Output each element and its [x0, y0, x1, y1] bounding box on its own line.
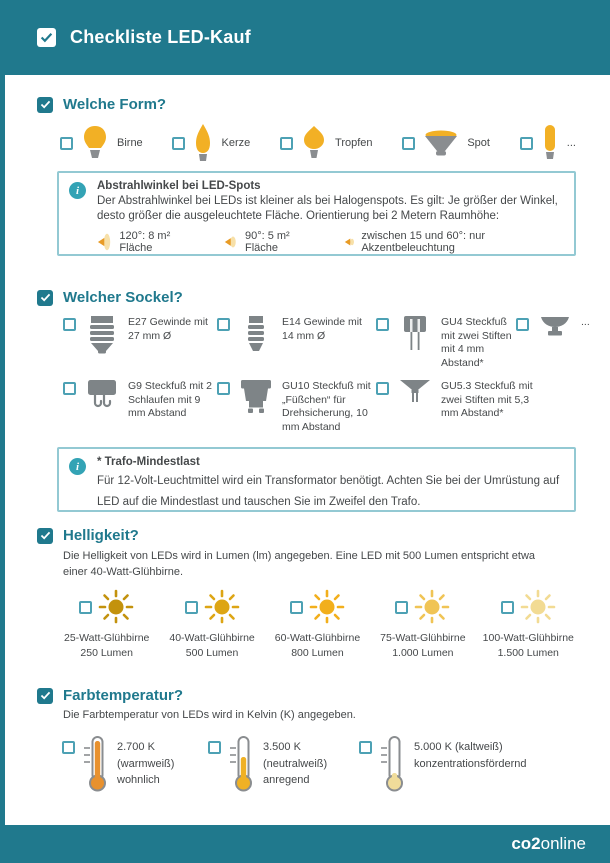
info-box-abstrahlwinkel: [57, 171, 576, 256]
check-icon: [40, 32, 53, 43]
e27-checkbox[interactable]: [63, 318, 76, 331]
helligkeit-option-25w: [54, 586, 159, 661]
sockel-option-e14: [217, 316, 376, 370]
logo-bold-part: co2: [511, 834, 541, 853]
tube-icon: [542, 125, 558, 161]
header-checked-checkbox: [37, 28, 56, 47]
form-option-label: Spot: [467, 137, 490, 149]
more-sockel-checkbox[interactable]: [516, 318, 529, 331]
angle-item-120: [97, 230, 199, 254]
spot-checkbox[interactable]: [402, 137, 415, 150]
form-option-label: Tropfen: [335, 137, 373, 149]
helligkeit-option-100w: [476, 586, 581, 661]
beam-angle-narrow-icon: [343, 232, 356, 252]
angle-label: zwischen 15 und 60°: nur Akzentbeleuchtung: [361, 230, 485, 254]
form-option-more: [520, 125, 576, 161]
helligkeit-options-row: [54, 586, 581, 661]
info-box-trafo: [57, 447, 576, 512]
sockel-option-gu53: [376, 380, 576, 434]
info-body: Für 12-Volt-Leuchtmittel wird ein Transformator benötigt. Achten Sie bei der Umrüstung auf LED auf die Mindestlast und tauschen Sie im Zweifel den Trafo.: [97, 475, 560, 508]
lumen-label: 1.000 Lumen: [392, 647, 454, 659]
thermometer-full-icon: [83, 735, 109, 792]
tropfen-checkbox[interactable]: [280, 137, 293, 150]
e27-screw-base-icon: [84, 316, 120, 354]
gu4-pin-base-icon: [397, 316, 433, 352]
form-option-kerze: [172, 124, 250, 162]
sockel-label: E14 Gewinde mit 14 mm Ø: [282, 316, 362, 342]
check-icon: [40, 100, 51, 109]
form-option-birne: [60, 125, 143, 161]
sun-icon: [309, 589, 345, 625]
section-farbtemperatur-heading: [37, 687, 183, 704]
mood-label: anregend: [263, 774, 310, 786]
5000k-checkbox[interactable]: [359, 741, 372, 754]
section-title: Welcher Sockel?: [63, 289, 183, 306]
section-title: Helligkeit?: [63, 527, 139, 544]
e14-screw-base-icon: [238, 316, 274, 354]
angle-item-accent: [343, 230, 562, 254]
reflector-base-icon: [537, 316, 573, 338]
g9-checkbox[interactable]: [63, 382, 76, 395]
sockel-option-gu10: [217, 380, 376, 434]
candle-icon: [194, 124, 212, 162]
thermometer-low-icon: [380, 735, 406, 792]
kelvin-label: 3.500 K (neutralweiß): [263, 741, 328, 770]
section-checkbox[interactable]: [37, 97, 53, 113]
logo-light-part: online: [540, 834, 586, 853]
left-accent-stripe: [0, 0, 5, 863]
watt-label: 100-Watt-Glühbirne: [482, 632, 574, 644]
75w-checkbox[interactable]: [395, 601, 408, 614]
thermometer-half-icon: [229, 735, 255, 792]
sockel-label: GU4 Steckfuß mit zwei Stiften mit 4 mm Abstand*: [441, 316, 512, 369]
check-icon: [40, 691, 51, 700]
page-header: [0, 0, 610, 75]
check-icon: [40, 293, 51, 302]
drop-icon: [302, 125, 326, 161]
gu53-checkbox[interactable]: [376, 382, 389, 395]
form-option-tropfen: [280, 125, 373, 161]
helligkeit-option-60w: [265, 586, 370, 661]
section-title: Farbtemperatur?: [63, 687, 184, 704]
lumen-label: 250 Lumen: [80, 647, 133, 659]
form-option-spot: [402, 130, 490, 157]
watt-label: 40-Watt-Glühbirne: [169, 632, 255, 644]
watt-label: 60-Watt-Glühbirne: [274, 632, 361, 644]
kelvin-label: 2.700 K (warmweiß): [117, 741, 175, 770]
lumen-label: 800 Lumen: [291, 647, 344, 659]
page-title: Checkliste LED-Kauf: [70, 27, 251, 47]
helligkeit-option-75w: [370, 586, 475, 661]
3500k-checkbox[interactable]: [208, 741, 221, 754]
sockel-label: GU5.3 Steckfuß mit zwei Stiften mit 5,3 mm Abstand*: [441, 380, 533, 419]
form-option-label: Birne: [117, 137, 143, 149]
sockel-row-2: [63, 380, 576, 434]
sockel-label: E27 Gewinde mit 27 mm Ø: [128, 316, 208, 342]
2700k-checkbox[interactable]: [62, 741, 75, 754]
kelvin-label: 5.000 K (kaltweiß): [414, 741, 503, 753]
helligkeit-option-40w: [159, 586, 264, 661]
sockel-option-more: [516, 316, 590, 370]
gu4-checkbox[interactable]: [376, 318, 389, 331]
spot-icon: [424, 130, 458, 157]
mood-label: konzentrationsfördernd: [414, 757, 527, 770]
info-icon: i: [69, 182, 86, 199]
lumen-label: 1.500 Lumen: [497, 647, 559, 659]
lumen-label: 500 Lumen: [185, 647, 239, 659]
info-title: * Trafo-Mindestlast: [97, 456, 200, 468]
kerze-checkbox[interactable]: [172, 137, 185, 150]
25w-checkbox[interactable]: [79, 601, 92, 614]
section-checkbox[interactable]: [37, 528, 53, 544]
sun-icon: [414, 589, 450, 625]
farbtemperatur-description: Die Farbtemperatur von LEDs wird in Kelvin (K) angegeben.: [63, 709, 356, 721]
more-forms-checkbox[interactable]: [520, 137, 533, 150]
info-title: Abstrahlwinkel bei LED-Spots: [97, 180, 261, 192]
info-body: Der Abstrahlwinkel bei LEDs ist kleiner als bei Halogenspots. Es gilt: Je größer der Winkel, desto größer die ausgeleuchtete Fläche. Orientierung bei 2 Metern Raumhöhe:: [97, 195, 558, 222]
angle-label: 120°: 8 m² Fläche: [119, 230, 171, 254]
angle-label: 90°: 5 m² Fläche: [244, 230, 290, 254]
farb-option-5000k: [359, 735, 576, 792]
sockel-label: ...: [581, 316, 590, 328]
40w-checkbox[interactable]: [185, 601, 198, 614]
60w-checkbox[interactable]: [290, 601, 303, 614]
sockel-label: G9 Steckfuß mit 2 Schlaufen mit 9 mm Abstand: [128, 380, 213, 419]
angle-item-90: [223, 230, 319, 254]
beam-angle-medium-icon: [223, 232, 239, 252]
section-form-heading: [37, 96, 166, 113]
check-icon: [40, 531, 51, 540]
angle-examples-row: [97, 230, 562, 254]
birne-checkbox[interactable]: [60, 137, 73, 150]
farbtemperatur-options-row: [62, 735, 576, 792]
sockel-row-1: [63, 316, 590, 370]
100w-checkbox[interactable]: [501, 601, 514, 614]
bulb-icon: [82, 125, 108, 161]
form-options-row: [60, 118, 576, 168]
mood-label: wohnlich: [117, 774, 160, 786]
section-checkbox[interactable]: [37, 290, 53, 306]
sun-icon: [520, 589, 556, 625]
sockel-option-gu4: [376, 316, 516, 370]
co2online-logo: [511, 834, 586, 854]
info-icon: i: [69, 458, 86, 475]
watt-label: 25-Watt-Glühbirne: [63, 632, 150, 644]
gu10-checkbox[interactable]: [217, 382, 230, 395]
section-checkbox[interactable]: [37, 688, 53, 704]
page-footer: [0, 825, 610, 863]
farb-option-3500k: [208, 735, 359, 792]
beam-angle-wide-icon: [97, 232, 113, 252]
section-sockel-heading: [37, 289, 183, 306]
g9-loop-base-icon: [84, 380, 120, 416]
sockel-label: GU10 Steckfuß mit „Füßchen“ für Drehsicherung, 10 mm Abstand: [282, 380, 371, 433]
sun-icon: [204, 589, 240, 625]
helligkeit-description: Die Helligkeit von LEDs wird in Lumen (lm) angegeben. Eine LED mit 500 Lumen entspricht etwa einer 40-Watt-Glühbirne.: [63, 550, 536, 578]
gu53-pin-base-icon: [397, 380, 433, 410]
e14-checkbox[interactable]: [217, 318, 230, 331]
sockel-option-e27: [63, 316, 217, 370]
section-title: Welche Form?: [63, 96, 167, 113]
gu10-twist-base-icon: [238, 380, 274, 414]
watt-label: 75-Watt-Glühbirne: [380, 632, 466, 644]
farb-option-2700k: [62, 735, 208, 792]
form-option-label: ...: [566, 137, 576, 149]
form-option-label: Kerze: [221, 137, 251, 149]
sockel-option-g9: [63, 380, 217, 434]
section-helligkeit-heading: [37, 527, 139, 544]
sun-icon: [98, 589, 134, 625]
